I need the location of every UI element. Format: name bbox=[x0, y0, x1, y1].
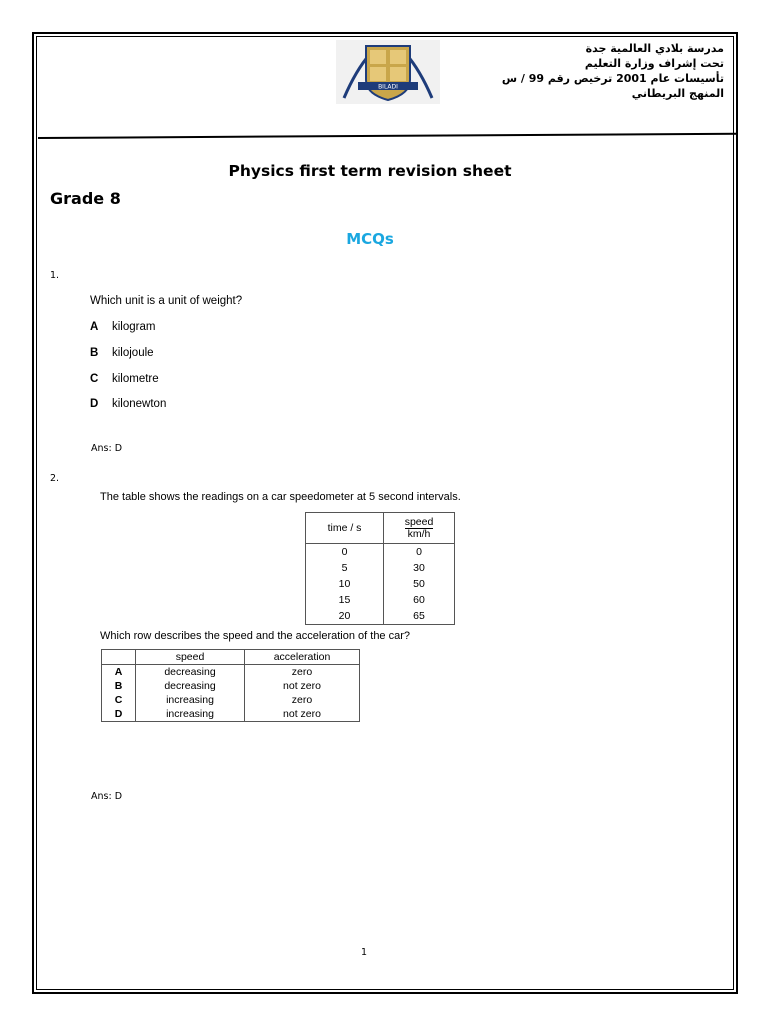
option-text: kilometre bbox=[112, 373, 159, 385]
table-cell: 30 bbox=[384, 560, 455, 576]
table-row bbox=[306, 608, 455, 625]
option-text: kilogram bbox=[112, 321, 156, 333]
table-cell: zero bbox=[245, 665, 360, 680]
table-header bbox=[384, 513, 455, 544]
table-header: time / s bbox=[306, 513, 384, 544]
option-letter: B bbox=[90, 347, 99, 359]
table-cell: 65 bbox=[384, 608, 455, 625]
school-line: مدرسة بلادي العالمية جدة bbox=[585, 42, 724, 55]
question-number: 1. bbox=[50, 270, 60, 281]
question-text: Which unit is a unit of weight? bbox=[90, 295, 243, 307]
table-cell: 15 bbox=[306, 592, 384, 608]
question-intro: The table shows the readings on a car speedometer at 5 second intervals. bbox=[100, 491, 461, 503]
option-c bbox=[90, 373, 159, 385]
table-row bbox=[306, 576, 455, 592]
table-row bbox=[102, 665, 360, 680]
option-text: kilonewton bbox=[112, 398, 167, 410]
table-cell: 20 bbox=[306, 608, 384, 625]
table-cell: 5 bbox=[306, 560, 384, 576]
option-text: kilojoule bbox=[112, 347, 154, 359]
table-cell: 10 bbox=[306, 576, 384, 592]
school-line: تحت إشراف وزارة التعليم bbox=[584, 57, 724, 70]
table-cell: not zero bbox=[245, 707, 360, 722]
table-header bbox=[102, 650, 136, 665]
table-header: speed bbox=[136, 650, 245, 665]
school-crest-icon bbox=[336, 40, 440, 104]
row-letter: A bbox=[102, 665, 136, 680]
row-letter: B bbox=[102, 679, 136, 693]
option-b bbox=[90, 347, 154, 359]
option-letter: C bbox=[90, 373, 99, 385]
table-cell: increasing bbox=[136, 693, 245, 707]
table-row bbox=[102, 679, 360, 693]
table-row bbox=[102, 707, 360, 722]
row-letter: C bbox=[102, 693, 136, 707]
question-text: Which row describes the speed and the acceleration of the car? bbox=[100, 630, 411, 642]
table-cell: 0 bbox=[306, 544, 384, 561]
answer-text: Ans: D bbox=[91, 443, 123, 454]
table-cell: 0 bbox=[384, 544, 455, 561]
table-cell: decreasing bbox=[136, 679, 245, 693]
table-cell: 60 bbox=[384, 592, 455, 608]
grade-heading: Grade 8 bbox=[50, 189, 121, 208]
table-row bbox=[102, 693, 360, 707]
svg-text:BILADI: BILADI bbox=[378, 83, 398, 91]
option-letter: A bbox=[90, 321, 99, 333]
question-number: 2. bbox=[50, 473, 60, 484]
table-cell: decreasing bbox=[136, 665, 245, 680]
school-line: تأسيسات عام 2001 ترخيص رقم 99 / س bbox=[501, 72, 724, 85]
table-header: acceleration bbox=[245, 650, 360, 665]
table-row bbox=[306, 544, 455, 561]
fraction-denominator: km/h bbox=[407, 527, 431, 540]
section-heading: MCQs bbox=[346, 230, 394, 248]
school-info bbox=[502, 41, 724, 101]
table-cell: increasing bbox=[136, 707, 245, 722]
answer-options-table bbox=[101, 649, 360, 722]
speed-unit-fraction bbox=[405, 517, 434, 540]
option-letter: D bbox=[90, 398, 99, 410]
school-line: المنهج البريطاني bbox=[631, 87, 724, 100]
option-a bbox=[90, 321, 155, 333]
table-row bbox=[306, 560, 455, 576]
speedometer-table bbox=[305, 512, 455, 625]
table-row bbox=[306, 592, 455, 608]
row-letter: D bbox=[102, 707, 136, 722]
table-cell: not zero bbox=[245, 679, 360, 693]
table-cell: 50 bbox=[384, 576, 455, 592]
page-title: Physics first term revision sheet bbox=[228, 162, 512, 180]
answer-text: Ans: D bbox=[91, 791, 123, 802]
table-cell: zero bbox=[245, 693, 360, 707]
page-number: 1 bbox=[360, 947, 368, 958]
option-d bbox=[90, 398, 166, 410]
fraction-numerator: speed bbox=[404, 515, 434, 528]
